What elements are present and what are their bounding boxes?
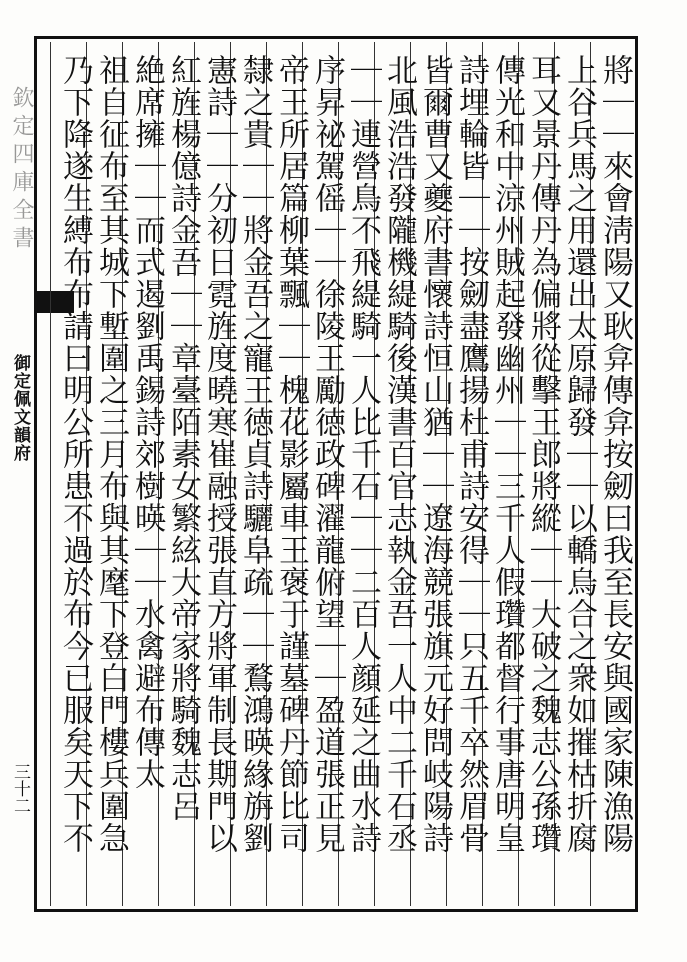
page-margin bbox=[0, 36, 36, 912]
column-text: 皆爾曹又夔府書懷詩恒山猶｜｜遼海競張旗元好問岐陽詩 bbox=[417, 54, 453, 854]
column-text: ｜｜連營鳥不飛緹騎一人比千石｜｜二百人顔延之曲水詩 bbox=[345, 54, 381, 854]
column-text: 祖自征布至其城下塹圍之三月布與其麾下登白門樓兵圍急 bbox=[93, 54, 129, 854]
text-columns bbox=[42, 42, 632, 906]
volume-title: 御定佩文韻府 bbox=[10, 354, 30, 462]
column-text: 絶席擁｜｜而式遏劉禹錫詩郊樹暎｜｜水禽避布傳太 bbox=[129, 54, 165, 790]
column-text: 詩埋輪皆｜｜按劒盡鷹揚杜甫詩安得｜｜只五千卒然眉骨 bbox=[453, 54, 489, 854]
column-text: 序昇祕駕傜｜｜徐陵王勵徳政碑濯龍俯望｜｜盈道張正見 bbox=[309, 54, 345, 854]
column-text: 傳光和中涼州賊起發幽州｜｜三千人假瓚都督行事唐明皇 bbox=[489, 54, 525, 854]
column-text: 耳又景丹傳丹為偏將從擊王郎將縱｜｜大破之魏志公孫瓚 bbox=[525, 54, 561, 854]
column-text: 紅旌楊億詩金吾｜｜章臺陌素女繁絃大帝家將騎魏志呂 bbox=[165, 54, 201, 822]
book-title: 欽定四庫全書 bbox=[9, 86, 34, 254]
column-text: 憲詩｜｜分初日霓旌度曉寒崔融授張直方將軍制長期門以 bbox=[201, 54, 237, 854]
column-text: 上谷兵馬之用還出太原歸發｜｜以轎烏合之衆如摧枯折腐 bbox=[561, 54, 597, 854]
column-text: 將｜｜來會淸陽又耿弇傳弇按劒曰我至長安與國家陳漁陽 bbox=[597, 54, 633, 854]
column-text: 北風浩浩發隴機緹騎後漢書百官志執金吾一人中二千石丞 bbox=[381, 54, 417, 854]
text-column bbox=[50, 42, 98, 906]
column-text: 乃下降遂生縛布布請曰明公所患不過於布今已服矣天下不 bbox=[57, 54, 93, 854]
page-number: 三十二 bbox=[10, 763, 30, 814]
column-text: 帝王所居篇柳葉飄｜｜槐花影屬車王褒于謹墓碑丹節比司 bbox=[273, 54, 309, 854]
column-text: 隸之貴｜｜將金吾之寵王徳貞詩驪阜疏｜｜鶩鴻暎緣旃劉 bbox=[237, 54, 273, 854]
